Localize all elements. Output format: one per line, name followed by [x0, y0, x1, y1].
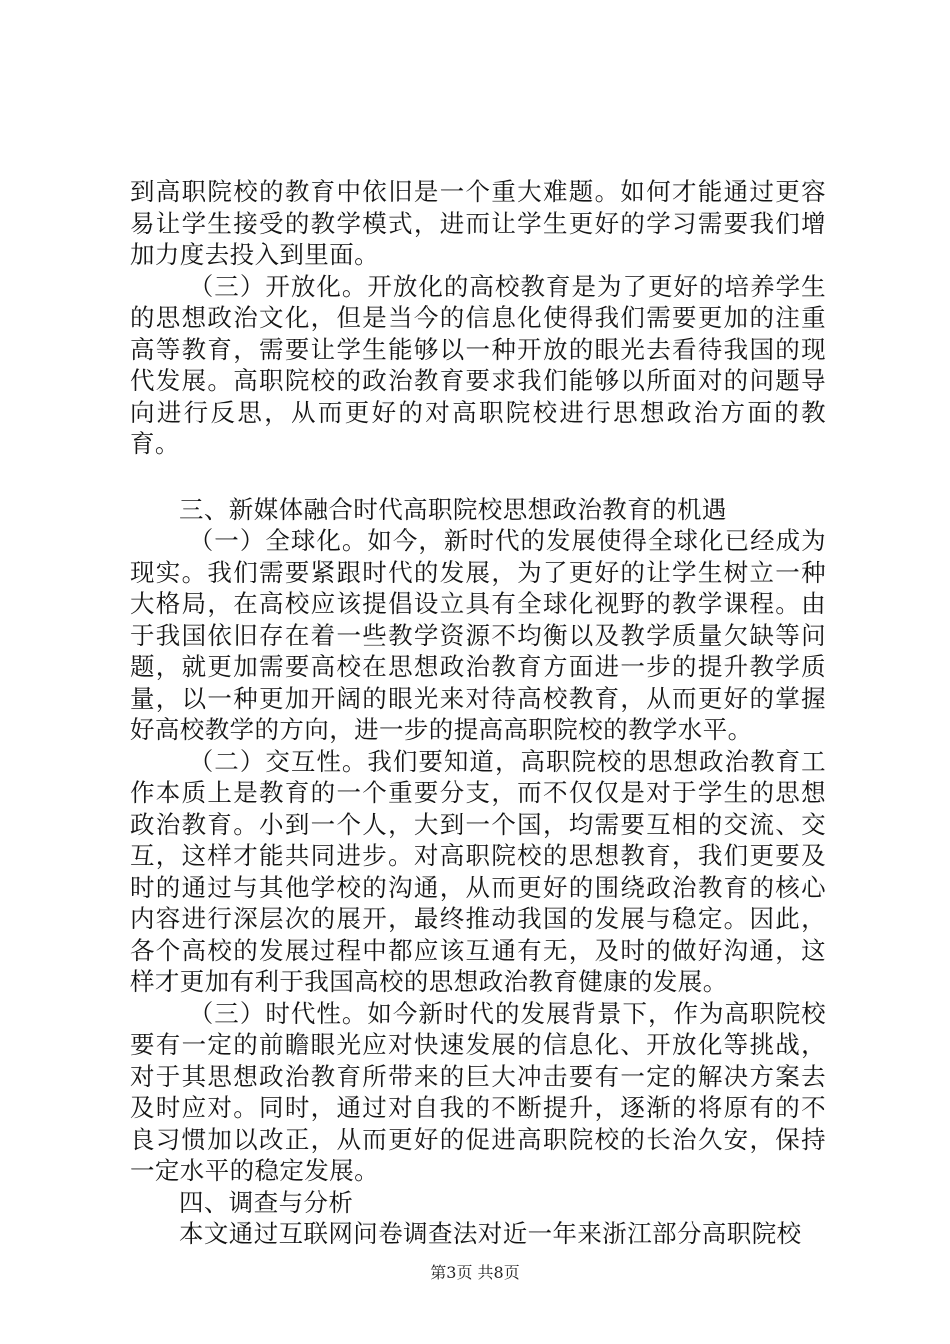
section-heading-opportunities: 三、新媒体融合时代高职院校思想政治教育的机遇 [179, 494, 727, 524]
paragraph-globalization: （一）全球化。如今，新时代的发展使得全球化已经成为现实。我们需要紧跟时代的发展，为了更好的让学生树立一种大格局，在高校应该提倡设立具有全球化视野的教学课程。由于我国依旧存在着一些教学资源不均衡以及教学质量欠缺等问题，就更加需要高校在思想政治教育方面进一步的提升教学质量，以一种更加开阔的眼光来对待高校教育，从而更好的掌握好高校教学的方向，进一步的提高高职院校的教学水平。 [130, 526, 826, 744]
paragraph-interactivity: （二）交互性。我们要知道，高职院校的思想政治教育工作本质上是教育的一个重要分支，而不仅仅是对于学生的思想政治教育。小到一个人，大到一个国，均需要互相的交流、交互，这样才能共同进步。对高职院校的思想教育，我们更要及时的通过与其他学校的沟通，从而更好的围绕政治教育的核心内容进行深层次的展开，最终推动我国的发展与稳定。因此，各个高校的发展过程中都应该互通有无，及时的做好沟通，这样才更加有利于我国高校的思想政治教育健康的发展。 [130, 746, 826, 996]
paragraph-timeliness: （三）时代性。如今新时代的发展背景下，作为高职院校要有一定的前瞻眼光应对快速发展的信息化、开放化等挑战，对于其思想政治教育所带来的巨大冲击要有一定的解决方案去及时应对。同时，通过对自我的不断提升，逐渐的将原有的不良习惯加以改正，从而更好的促进高职院校的长治久安，保持一定水平的稳定发展。 [130, 998, 826, 1185]
paragraph-openness: （三）开放化。开放化的高校教育是为了更好的培养学生的思想政治文化，但是当今的信息化使得我们需要更加的注重高等教育，需要让学生能够以一种开放的眼光去看待我国的现代发展。高职院校的政治教育要求我们能够以所面对的问题导向进行反思，从而更好的对高职院校进行思想政治方面的教育。 [130, 271, 826, 458]
paragraph-survey-intro: 本文通过互联网问卷调查法对近一年来浙江部分高职院校 [179, 1219, 802, 1248]
section-gap [130, 460, 826, 494]
section-heading-survey: 四、调查与分析 [179, 1187, 354, 1217]
page-number-footer: 第3页 共8页 [430, 1263, 520, 1282]
document-body [130, 176, 826, 1250]
paragraph-continuation: 到高职院校的教育中依旧是一个重大难题。如何才能通过更容易让学生接受的教学模式，进而让学生更好的学习需要我们增加力度去投入到里面。 [130, 177, 826, 269]
